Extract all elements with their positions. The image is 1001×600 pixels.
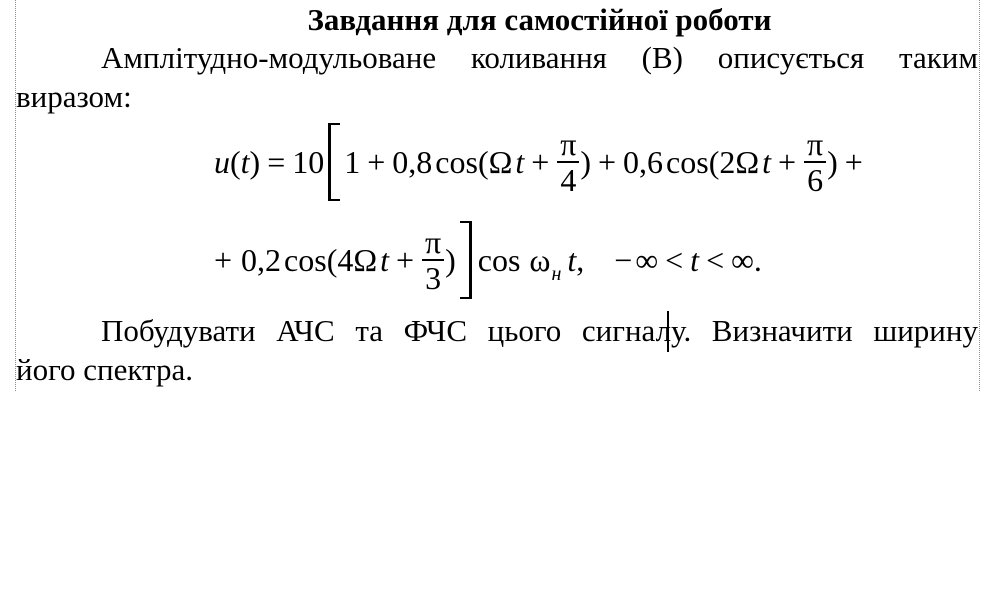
time-variable: t (515, 144, 525, 180)
phase-fraction (422, 225, 444, 295)
constant-term: 1 (344, 144, 361, 180)
plus-sign: + (214, 242, 233, 278)
formula-line-1 (214, 120, 870, 204)
close-paren: ) (249, 144, 261, 180)
fraction-denominator: 6 (807, 162, 824, 198)
less-than-sign: < (706, 242, 725, 278)
close-paren: ) (580, 144, 591, 180)
phase-fraction (557, 127, 579, 197)
frequency-multiplier: 2 (719, 144, 736, 180)
carrier-frequency (529, 240, 562, 285)
open-paren: ( (477, 144, 489, 180)
formula-line-2 (214, 218, 762, 302)
fraction-numerator: π (806, 126, 824, 162)
term-coefficient: 0,8 (392, 144, 433, 180)
paragraph-intro (16, 38, 978, 116)
carrier-omega-symbol: ω (529, 242, 551, 278)
fraction-numerator: π (425, 224, 442, 260)
fraction-numerator: π (560, 126, 577, 162)
comma: , (576, 242, 585, 278)
cos-function: cos (666, 144, 709, 180)
time-variable: t (240, 144, 250, 180)
paragraph-line: його спектра. (16, 352, 193, 387)
infinity-symbol: ∞ (731, 242, 754, 278)
time-variable: t (690, 242, 700, 278)
carrier-subscript: н (551, 263, 562, 285)
open-paren: ( (230, 144, 241, 180)
plus-sign: + (367, 144, 386, 180)
phase-fraction (804, 127, 826, 197)
document-title: Завдання для самостійної роботи (307, 2, 772, 37)
fraction-denominator: 3 (425, 260, 442, 296)
close-square-bracket (460, 221, 472, 299)
time-variable: t (762, 144, 772, 180)
term-coefficient: 0,2 (241, 242, 282, 278)
amplitude: 10 (292, 144, 325, 180)
open-paren: ( (708, 144, 720, 180)
close-paren: ) (827, 144, 838, 180)
right-margin-guide (979, 0, 980, 391)
time-variable: t (380, 242, 390, 278)
paragraph-task (16, 311, 978, 389)
carrier-cos-function: cos (477, 242, 521, 278)
omega-symbol: Ω (735, 144, 760, 180)
text-cursor (667, 311, 669, 352)
paragraph-line: Побудувати АЧС та ФЧС цього сигналу. Визначити ширину (101, 313, 978, 348)
frequency-multiplier: 4 (337, 242, 354, 278)
infinity-symbol: ∞ (635, 242, 659, 278)
omega-symbol: Ω (488, 144, 513, 180)
plus-sign: + (597, 144, 617, 180)
plus-sign: + (531, 144, 550, 180)
function-symbol: u (214, 144, 230, 180)
equals-sign: = (267, 144, 286, 180)
open-paren: ( (326, 242, 338, 278)
term-coefficient: 0,6 (623, 144, 664, 180)
cos-function: cos (284, 242, 327, 278)
minus-sign: − (614, 242, 633, 278)
close-paren: ) (445, 242, 456, 278)
cos-function: cos (435, 144, 478, 180)
period: . (753, 242, 762, 278)
open-square-bracket (328, 123, 340, 201)
plus-sign: + (778, 144, 797, 180)
plus-sign: + (844, 144, 863, 180)
time-variable: t (567, 242, 577, 278)
plus-sign: + (396, 242, 415, 278)
omega-symbol: Ω (353, 242, 378, 278)
paragraph-line: Амплітудно-модульоване коливання (В) описується таким (101, 40, 978, 75)
less-than-sign: < (665, 242, 684, 278)
fraction-denominator: 4 (560, 162, 577, 198)
paragraph-line: виразом: (16, 79, 132, 114)
